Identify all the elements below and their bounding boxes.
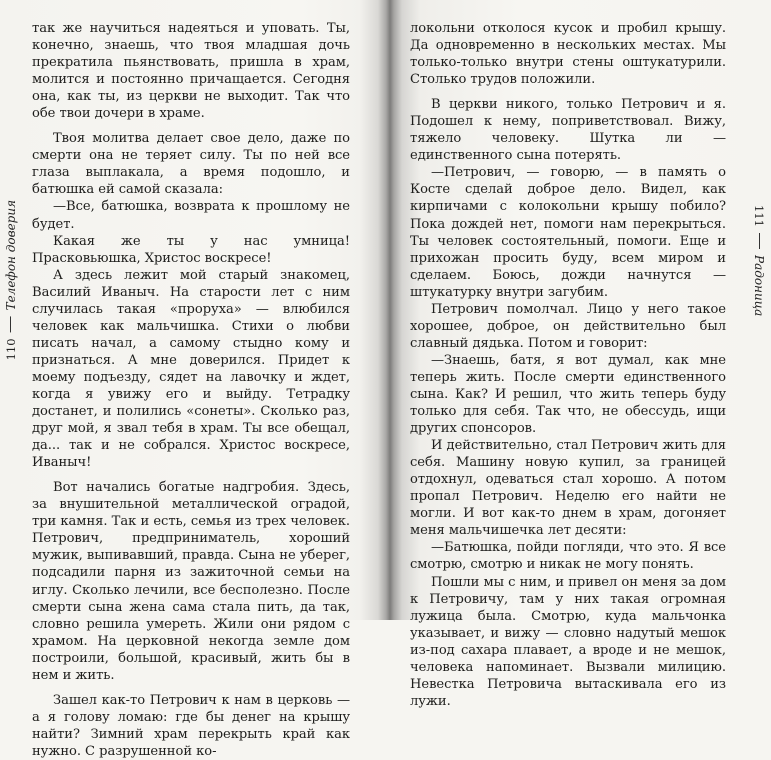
left-paragraph-3: —Все, батюшка, возврата к прошлому не будет.: [32, 199, 350, 232]
right-paragraph-5: —Знаешь, батя, я вот думал, как мне теперь жить. После смерти единственного сына. Как? И решил, что жить теперь буду только для себя. Так что, не обессудь, ищи других спонсоров.: [410, 352, 726, 437]
right-paragraph-2: В церкви никого, только Петрович и я. Подошел к нему, поприветствовал. Вижу, тяжело человеку. Шутка ли — единственного сына потерять.: [410, 97, 726, 164]
left-page: [32, 20, 350, 760]
left-paragraph-2: Твоя молитва делает свое дело, даже по смерти она не теряет силу. Ты по ней все глаза выплакала, а время подошло, и батюшка ей самой сказала:: [32, 131, 350, 198]
right-paragraph-3: —Петрович, — говорю, — в память о Косте сделай доброе дело. Видел, как кирпичами с колокольни крышу побило? Пока дождей нет, помоги нам перекрыться. Ты человек состоятельный, помоги. Еще и прихожан просить буду, всем миром и сделаем. Боюсь, дожди начнутся — штукатурку внутри загубим.: [410, 165, 726, 300]
left-paragraph-6: Вот начались богатые надгробия. Здесь, за внушительной металлической оградой, три камня. Так и есть, семья из трех человек. Петрович, предприниматель, хороший мужик, выпивавший, правда. Сына не уберег, подсадили парня из зажиточной семьи на иглу. Сколько лечили, все бесполезно. После смерти сына жена сама стала пить, да так, словно решила умереть. Жили они рядом с храмом. На церковной некогда земле дом построили, большой, красивый, жить бы в нем и жить.: [32, 480, 350, 683]
left-paragraph-5: А здесь лежит мой старый знакомец, Василий Иваныч. На старости лет с ним случилась такая «проруха» — влюбился человек как мальчишка. Стихи о любви писать начал, а самому стыдно кому и признаться. А мне доверился. Придет к моему подъезду, сядет на лавочку и ждет, когда я увижу его и выйду. Тетрадку достанет, и полились «сонеты». Сколько раз, друг мой, я звал тебя в храм. Ты все обещал, да... так и не собрался. Христос воскресе, Иваныч!: [32, 267, 350, 471]
left-header-rule: [11, 316, 12, 332]
left-paragraph-4: Какая же ты у нас умница! Прасковьюшка, Христос воскресе!: [32, 233, 350, 266]
right-page-number: 111: [752, 205, 766, 227]
right-running-head: [747, 205, 771, 405]
left-page-number: 110: [4, 338, 18, 361]
right-paragraph-8: Пошли мы с ним, и привел он меня за дом к Петровичу, там у них такая огромная лужица была. Смотрю, куда мальчонка указывает, и вижу — словно надутый мешок из-под сахара плавает, а вроде и не мешок, человека напоминает. Вызвали милицию. Невестка Петровича вытаскивала его из лужи.: [410, 574, 726, 709]
left-running-head: [0, 200, 24, 400]
left-paragraph-1: так же научиться надеяться и уповать. Ты, конечно, знаешь, что твоя младшая дочь прекратила пьянствовать, пришла в храм, молится и постоянно причащается. Сегодня она, как ты, из церкви не выходит. Так что обе твои дочери в храме.: [32, 21, 350, 122]
right-page: [410, 20, 726, 710]
left-paragraph-7: Зашел как-то Петрович к нам в церковь — а я голову ломаю: где бы денег на крышу найти? Зимний храм перекрыть край как нужно. С разрушенной ко-: [32, 692, 350, 759]
right-header-rule: [759, 233, 760, 249]
right-paragraph-6: И действительно, стал Петрович жить для себя. Машину новую купил, за границей отдохнул, одеваться стал хорошо. А потом пропал Петрович. Неделю его найти не могли. И вот как-то днем в храм, догоняет меня мальчишечка лет десяти:: [410, 438, 726, 539]
right-paragraph-4: Петрович помолчал. Лицо у него такое хорошее, доброе, он действительно был славный дядька. Потом и говорит:: [410, 301, 726, 351]
right-paragraph-7: —Батюшка, пойди погляди, что это. Я все смотрю, смотрю и никак не могу понять.: [410, 540, 726, 573]
right-paragraph-1: локольни отколося кусок и пробил крышу. Да одновременно в нескольких местах. Мы только-только внутри стены оштукатурили. Столько трудов положили.: [410, 21, 726, 88]
left-running-head-title: Телефон доверия: [4, 200, 18, 311]
right-running-head-title: Радоница: [752, 254, 766, 317]
